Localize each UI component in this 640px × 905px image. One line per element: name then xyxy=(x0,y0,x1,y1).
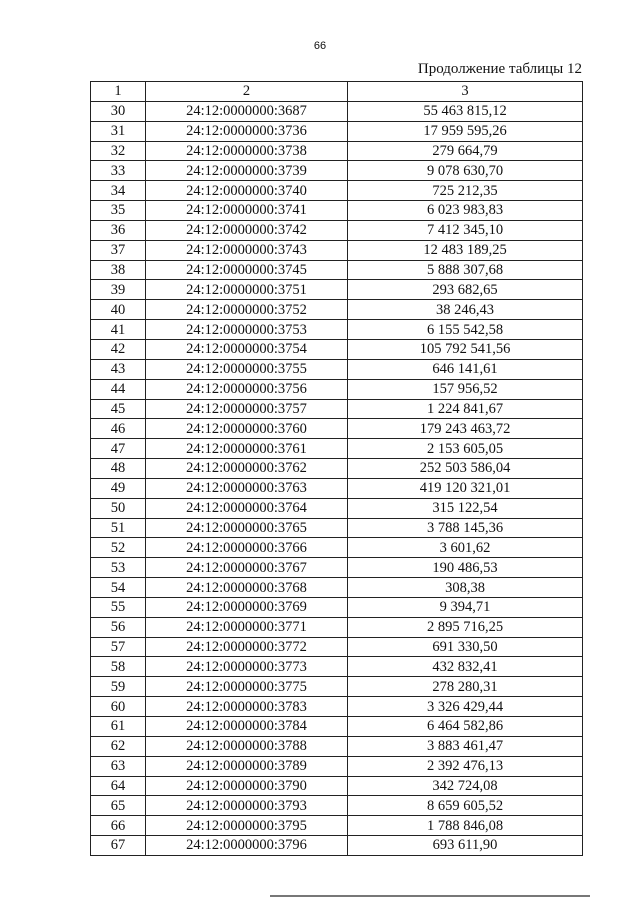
row-number: 36 xyxy=(91,220,146,240)
cadastral-value: 278 280,31 xyxy=(348,677,583,697)
cadastral-value: 6 023 983,83 xyxy=(348,201,583,221)
table-row xyxy=(91,617,583,637)
cadastral-value: 6 155 542,58 xyxy=(348,320,583,340)
row-number: 60 xyxy=(91,697,146,717)
cadastral-value: 2 392 476,13 xyxy=(348,756,583,776)
table-header-row xyxy=(91,82,583,102)
cadastral-number: 24:12:0000000:3741 xyxy=(146,201,348,221)
cadastral-value: 7 412 345,10 xyxy=(348,220,583,240)
cadastral-value: 38 246,43 xyxy=(348,300,583,320)
row-number: 38 xyxy=(91,260,146,280)
cadastral-number: 24:12:0000000:3736 xyxy=(146,121,348,141)
row-number: 51 xyxy=(91,518,146,538)
table-row xyxy=(91,101,583,121)
row-number: 52 xyxy=(91,538,146,558)
cadastral-value: 293 682,65 xyxy=(348,280,583,300)
cadastral-number: 24:12:0000000:3756 xyxy=(146,379,348,399)
table-row xyxy=(91,697,583,717)
table-row xyxy=(91,220,583,240)
cadastral-value: 157 956,52 xyxy=(348,379,583,399)
cadastral-value: 17 959 595,26 xyxy=(348,121,583,141)
table-row xyxy=(91,300,583,320)
cadastral-value: 432 832,41 xyxy=(348,657,583,677)
cadastral-value: 1 788 846,08 xyxy=(348,816,583,836)
cadastral-number: 24:12:0000000:3760 xyxy=(146,419,348,439)
row-number: 44 xyxy=(91,379,146,399)
row-number: 50 xyxy=(91,498,146,518)
page-bottom-rule xyxy=(270,895,590,897)
cadastral-number: 24:12:0000000:3767 xyxy=(146,558,348,578)
row-number: 32 xyxy=(91,141,146,161)
cadastral-value: 3 788 145,36 xyxy=(348,518,583,538)
cadastral-number: 24:12:0000000:3793 xyxy=(146,796,348,816)
table-row xyxy=(91,717,583,737)
table-row xyxy=(91,816,583,836)
row-number: 61 xyxy=(91,717,146,737)
table-row xyxy=(91,558,583,578)
table-row xyxy=(91,478,583,498)
cadastral-number: 24:12:0000000:3796 xyxy=(146,836,348,856)
row-number: 65 xyxy=(91,796,146,816)
cadastral-number: 24:12:0000000:3763 xyxy=(146,478,348,498)
table-row xyxy=(91,498,583,518)
cadastral-number: 24:12:0000000:3766 xyxy=(146,538,348,558)
row-number: 43 xyxy=(91,359,146,379)
table-row xyxy=(91,538,583,558)
table-row xyxy=(91,736,583,756)
cadastral-value: 55 463 815,12 xyxy=(348,101,583,121)
cadastral-number: 24:12:0000000:3765 xyxy=(146,518,348,538)
cadastral-number: 24:12:0000000:3742 xyxy=(146,220,348,240)
row-number: 31 xyxy=(91,121,146,141)
cadastral-number: 24:12:0000000:3784 xyxy=(146,717,348,737)
cadastral-value: 5 888 307,68 xyxy=(348,260,583,280)
column-header: 3 xyxy=(348,82,583,102)
cadastral-value: 693 611,90 xyxy=(348,836,583,856)
cadastral-number: 24:12:0000000:3740 xyxy=(146,181,348,201)
row-number: 67 xyxy=(91,836,146,856)
table-row xyxy=(91,836,583,856)
cadastral-value: 179 243 463,72 xyxy=(348,419,583,439)
cadastral-number: 24:12:0000000:3755 xyxy=(146,359,348,379)
cadastral-number: 24:12:0000000:3764 xyxy=(146,498,348,518)
cadastral-value: 190 486,53 xyxy=(348,558,583,578)
row-number: 66 xyxy=(91,816,146,836)
cadastral-number: 24:12:0000000:3773 xyxy=(146,657,348,677)
table-row xyxy=(91,379,583,399)
table-row xyxy=(91,597,583,617)
cadastral-number: 24:12:0000000:3775 xyxy=(146,677,348,697)
cadastral-value: 342 724,08 xyxy=(348,776,583,796)
row-number: 47 xyxy=(91,439,146,459)
cadastral-value: 12 483 189,25 xyxy=(348,240,583,260)
cadastral-value: 252 503 586,04 xyxy=(348,459,583,479)
column-header: 2 xyxy=(146,82,348,102)
cadastral-value: 691 330,50 xyxy=(348,637,583,657)
cadastral-value: 9 394,71 xyxy=(348,597,583,617)
row-number: 54 xyxy=(91,578,146,598)
row-number: 63 xyxy=(91,756,146,776)
cadastral-number: 24:12:0000000:3771 xyxy=(146,617,348,637)
table-row xyxy=(91,399,583,419)
cadastral-value: 1 224 841,67 xyxy=(348,399,583,419)
table-row xyxy=(91,459,583,479)
row-number: 40 xyxy=(91,300,146,320)
cadastral-value: 3 326 429,44 xyxy=(348,697,583,717)
table-row xyxy=(91,677,583,697)
table-row xyxy=(91,201,583,221)
cadastral-value: 308,38 xyxy=(348,578,583,598)
cadastral-number: 24:12:0000000:3743 xyxy=(146,240,348,260)
cadastral-value: 6 464 582,86 xyxy=(348,717,583,737)
row-number: 39 xyxy=(91,280,146,300)
cadastral-number: 24:12:0000000:3745 xyxy=(146,260,348,280)
table-row xyxy=(91,776,583,796)
cadastral-number: 24:12:0000000:3772 xyxy=(146,637,348,657)
row-number: 35 xyxy=(91,201,146,221)
cadastral-number: 24:12:0000000:3790 xyxy=(146,776,348,796)
row-number: 46 xyxy=(91,419,146,439)
cadastral-number: 24:12:0000000:3757 xyxy=(146,399,348,419)
row-number: 53 xyxy=(91,558,146,578)
cadastral-value: 315 122,54 xyxy=(348,498,583,518)
table-row xyxy=(91,518,583,538)
cadastral-number: 24:12:0000000:3739 xyxy=(146,161,348,181)
table-row xyxy=(91,320,583,340)
cadastral-number: 24:12:0000000:3795 xyxy=(146,816,348,836)
cadastral-number: 24:12:0000000:3783 xyxy=(146,697,348,717)
cadastral-value: 419 120 321,01 xyxy=(348,478,583,498)
table-row xyxy=(91,161,583,181)
cadastral-value: 725 212,35 xyxy=(348,181,583,201)
row-number: 55 xyxy=(91,597,146,617)
row-number: 42 xyxy=(91,339,146,359)
cadastral-number: 24:12:0000000:3768 xyxy=(146,578,348,598)
cadastral-value: 105 792 541,56 xyxy=(348,339,583,359)
cadastral-value: 9 078 630,70 xyxy=(348,161,583,181)
cadastral-number: 24:12:0000000:3769 xyxy=(146,597,348,617)
cadastral-value: 279 664,79 xyxy=(348,141,583,161)
row-number: 30 xyxy=(91,101,146,121)
cadastral-number: 24:12:0000000:3752 xyxy=(146,300,348,320)
row-number: 58 xyxy=(91,657,146,677)
table-row xyxy=(91,657,583,677)
table-continuation-label: Продолжение таблицы 12 xyxy=(417,61,582,77)
cadastral-number: 24:12:0000000:3687 xyxy=(146,101,348,121)
table-row xyxy=(91,260,583,280)
cadastral-number: 24:12:0000000:3789 xyxy=(146,756,348,776)
page-number: 66 xyxy=(313,40,327,52)
cadastral-number: 24:12:0000000:3762 xyxy=(146,459,348,479)
cadastral-value: 2 153 605,05 xyxy=(348,439,583,459)
table-row xyxy=(91,280,583,300)
cadastral-value: 2 895 716,25 xyxy=(348,617,583,637)
table-row xyxy=(91,359,583,379)
cadastral-value: 3 883 461,47 xyxy=(348,736,583,756)
row-number: 64 xyxy=(91,776,146,796)
table-row xyxy=(91,419,583,439)
cadastral-number: 24:12:0000000:3761 xyxy=(146,439,348,459)
row-number: 34 xyxy=(91,181,146,201)
row-number: 37 xyxy=(91,240,146,260)
row-number: 33 xyxy=(91,161,146,181)
table-row xyxy=(91,240,583,260)
table-row xyxy=(91,796,583,816)
cadastral-number: 24:12:0000000:3738 xyxy=(146,141,348,161)
cadastral-number: 24:12:0000000:3754 xyxy=(146,339,348,359)
row-number: 59 xyxy=(91,677,146,697)
cadastral-value: 3 601,62 xyxy=(348,538,583,558)
table-row xyxy=(91,121,583,141)
table-row xyxy=(91,756,583,776)
row-number: 62 xyxy=(91,736,146,756)
cadastral-value: 646 141,61 xyxy=(348,359,583,379)
row-number: 57 xyxy=(91,637,146,657)
cadastral-number: 24:12:0000000:3753 xyxy=(146,320,348,340)
table-row xyxy=(91,181,583,201)
cadastral-value-table xyxy=(90,81,583,856)
row-number: 56 xyxy=(91,617,146,637)
row-number: 45 xyxy=(91,399,146,419)
table-row xyxy=(91,141,583,161)
table-row xyxy=(91,339,583,359)
table-row xyxy=(91,637,583,657)
row-number: 49 xyxy=(91,478,146,498)
row-number: 41 xyxy=(91,320,146,340)
column-header: 1 xyxy=(91,82,146,102)
cadastral-value: 8 659 605,52 xyxy=(348,796,583,816)
row-number: 48 xyxy=(91,459,146,479)
table-row xyxy=(91,578,583,598)
cadastral-number: 24:12:0000000:3751 xyxy=(146,280,348,300)
table-row xyxy=(91,439,583,459)
cadastral-number: 24:12:0000000:3788 xyxy=(146,736,348,756)
